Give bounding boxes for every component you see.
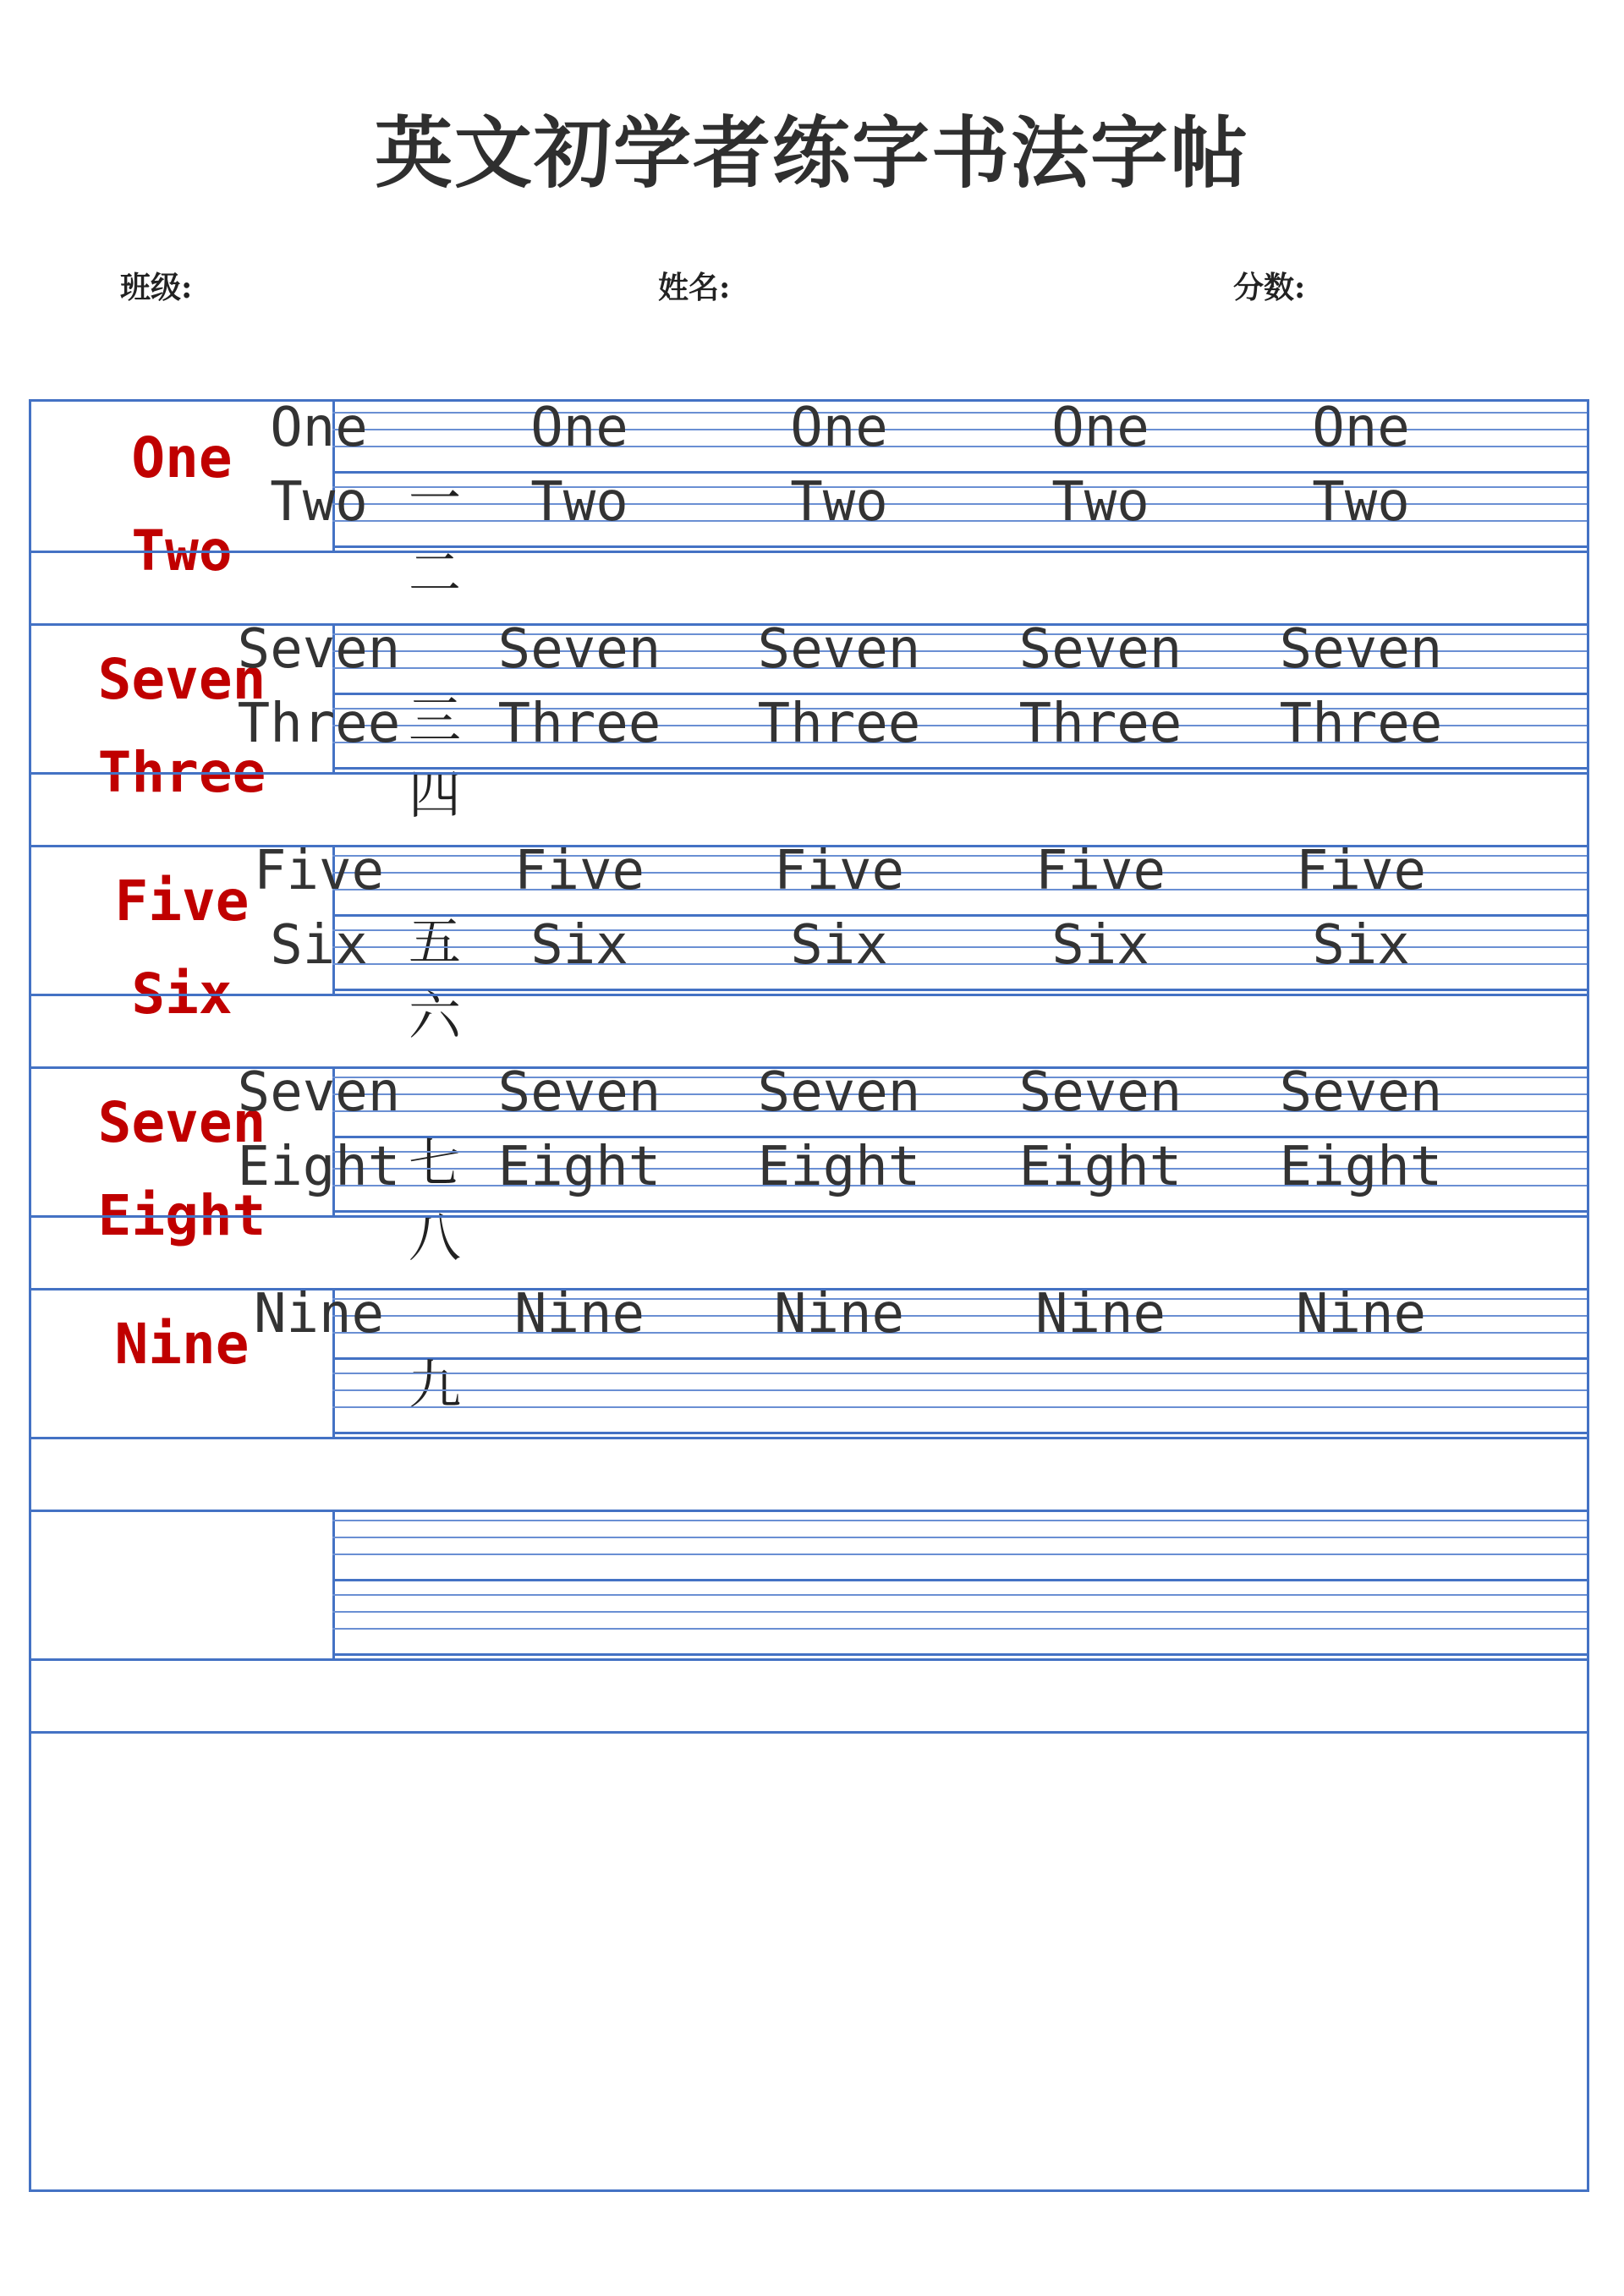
writing-guide-line — [332, 1537, 1587, 1538]
practice-word: Three — [497, 693, 661, 755]
chinese-hint: 七 — [409, 1132, 462, 1194]
practice-word: Two — [790, 471, 888, 534]
chinese-hint: 九 — [409, 1354, 462, 1416]
group-separator — [31, 772, 1587, 775]
practice-word: Eight — [757, 1136, 921, 1198]
group-separator — [31, 1215, 1587, 1218]
row-baseline — [332, 1210, 1587, 1213]
practice-word: Nine — [253, 1283, 385, 1345]
practice-word: One — [1312, 397, 1410, 459]
practice-word: Three — [1279, 693, 1443, 755]
practice-word: Nine — [1034, 1283, 1166, 1345]
practice-word: Nine — [513, 1283, 645, 1345]
word-label: Three — [97, 740, 266, 805]
page-title: 英文初学者练字书法字帖 — [374, 108, 1249, 199]
practice-sheet — [29, 399, 1589, 2192]
label-column-divider — [332, 1510, 335, 1658]
practice-word: Five — [513, 840, 645, 902]
chinese-hint: 八 — [409, 1207, 462, 1269]
writing-guide-line — [332, 1406, 1587, 1408]
practice-word: Two — [270, 471, 368, 534]
word-label: Seven — [97, 1090, 266, 1155]
practice-word: Six — [1051, 914, 1149, 977]
practice-word: Seven — [497, 618, 661, 681]
practice-word: Six — [1312, 914, 1410, 977]
practice-word: One — [790, 397, 888, 459]
writing-guide-line — [332, 1611, 1587, 1613]
writing-guide-line — [332, 1553, 1587, 1555]
chinese-hint: 三 — [409, 689, 462, 751]
word-label: Eight — [97, 1183, 266, 1248]
writing-guide-line — [332, 1389, 1587, 1391]
practice-word: Five — [1295, 840, 1427, 902]
writing-guide-line — [332, 1373, 1587, 1374]
practice-word: One — [1051, 397, 1149, 459]
practice-word: Six — [790, 914, 888, 977]
practice-word: Seven — [1018, 1061, 1182, 1124]
practice-word: Eight — [1279, 1136, 1443, 1198]
practice-word: Two — [1312, 471, 1410, 534]
practice-word: Seven — [1279, 618, 1443, 681]
practice-word: Seven — [237, 618, 401, 681]
writing-guide-line — [332, 1628, 1587, 1630]
row-baseline — [332, 1357, 1587, 1360]
word-label: Two — [131, 518, 233, 584]
score-label: 分数: — [1233, 270, 1306, 305]
row-baseline — [332, 989, 1587, 991]
group-separator — [31, 1510, 1587, 1512]
chinese-hint: 一 — [409, 468, 462, 529]
practice-word: Nine — [773, 1283, 905, 1345]
group-separator — [31, 1731, 1587, 1734]
practice-word: One — [530, 397, 628, 459]
practice-word: Eight — [237, 1136, 401, 1198]
class-label: 班级: — [120, 270, 193, 305]
name-label: 姓名: — [658, 270, 731, 305]
practice-word: Seven — [1018, 618, 1182, 681]
row-baseline — [332, 1432, 1587, 1434]
group-separator — [31, 1658, 1587, 1661]
practice-word: Two — [1051, 471, 1149, 534]
practice-word: Three — [237, 693, 401, 755]
word-label: Seven — [97, 647, 266, 712]
practice-word: Six — [270, 914, 368, 977]
chinese-hint: 二 — [409, 542, 462, 604]
group-separator — [31, 551, 1587, 553]
chinese-hint: 四 — [409, 764, 462, 825]
practice-word: Three — [757, 693, 921, 755]
practice-word: Seven — [1279, 1061, 1443, 1124]
practice-word: Two — [530, 471, 628, 534]
group-separator — [31, 1437, 1587, 1439]
practice-word: Nine — [1295, 1283, 1427, 1345]
word-label: Nine — [114, 1312, 250, 1377]
row-baseline — [332, 1579, 1587, 1581]
group-separator — [31, 994, 1587, 996]
word-label: Six — [131, 962, 233, 1027]
practice-word: Five — [773, 840, 905, 902]
practice-word: Five — [253, 840, 385, 902]
practice-word: Eight — [497, 1136, 661, 1198]
practice-word: Six — [530, 914, 628, 977]
row-baseline — [332, 1653, 1587, 1656]
practice-word: Seven — [237, 1061, 401, 1124]
row-baseline — [332, 767, 1587, 770]
chinese-hint: 六 — [409, 985, 462, 1047]
practice-word: Seven — [757, 1061, 921, 1124]
practice-word: Five — [1034, 840, 1166, 902]
practice-word: Seven — [757, 618, 921, 681]
practice-word: Three — [1018, 693, 1182, 755]
practice-word: Seven — [497, 1061, 661, 1124]
chinese-hint: 五 — [409, 911, 462, 973]
writing-guide-line — [332, 1520, 1587, 1521]
practice-word: One — [270, 397, 368, 459]
row-baseline — [332, 545, 1587, 548]
practice-word: Eight — [1018, 1136, 1182, 1198]
word-label: One — [131, 425, 233, 490]
word-label: Five — [114, 869, 250, 934]
writing-guide-line — [332, 1594, 1587, 1596]
